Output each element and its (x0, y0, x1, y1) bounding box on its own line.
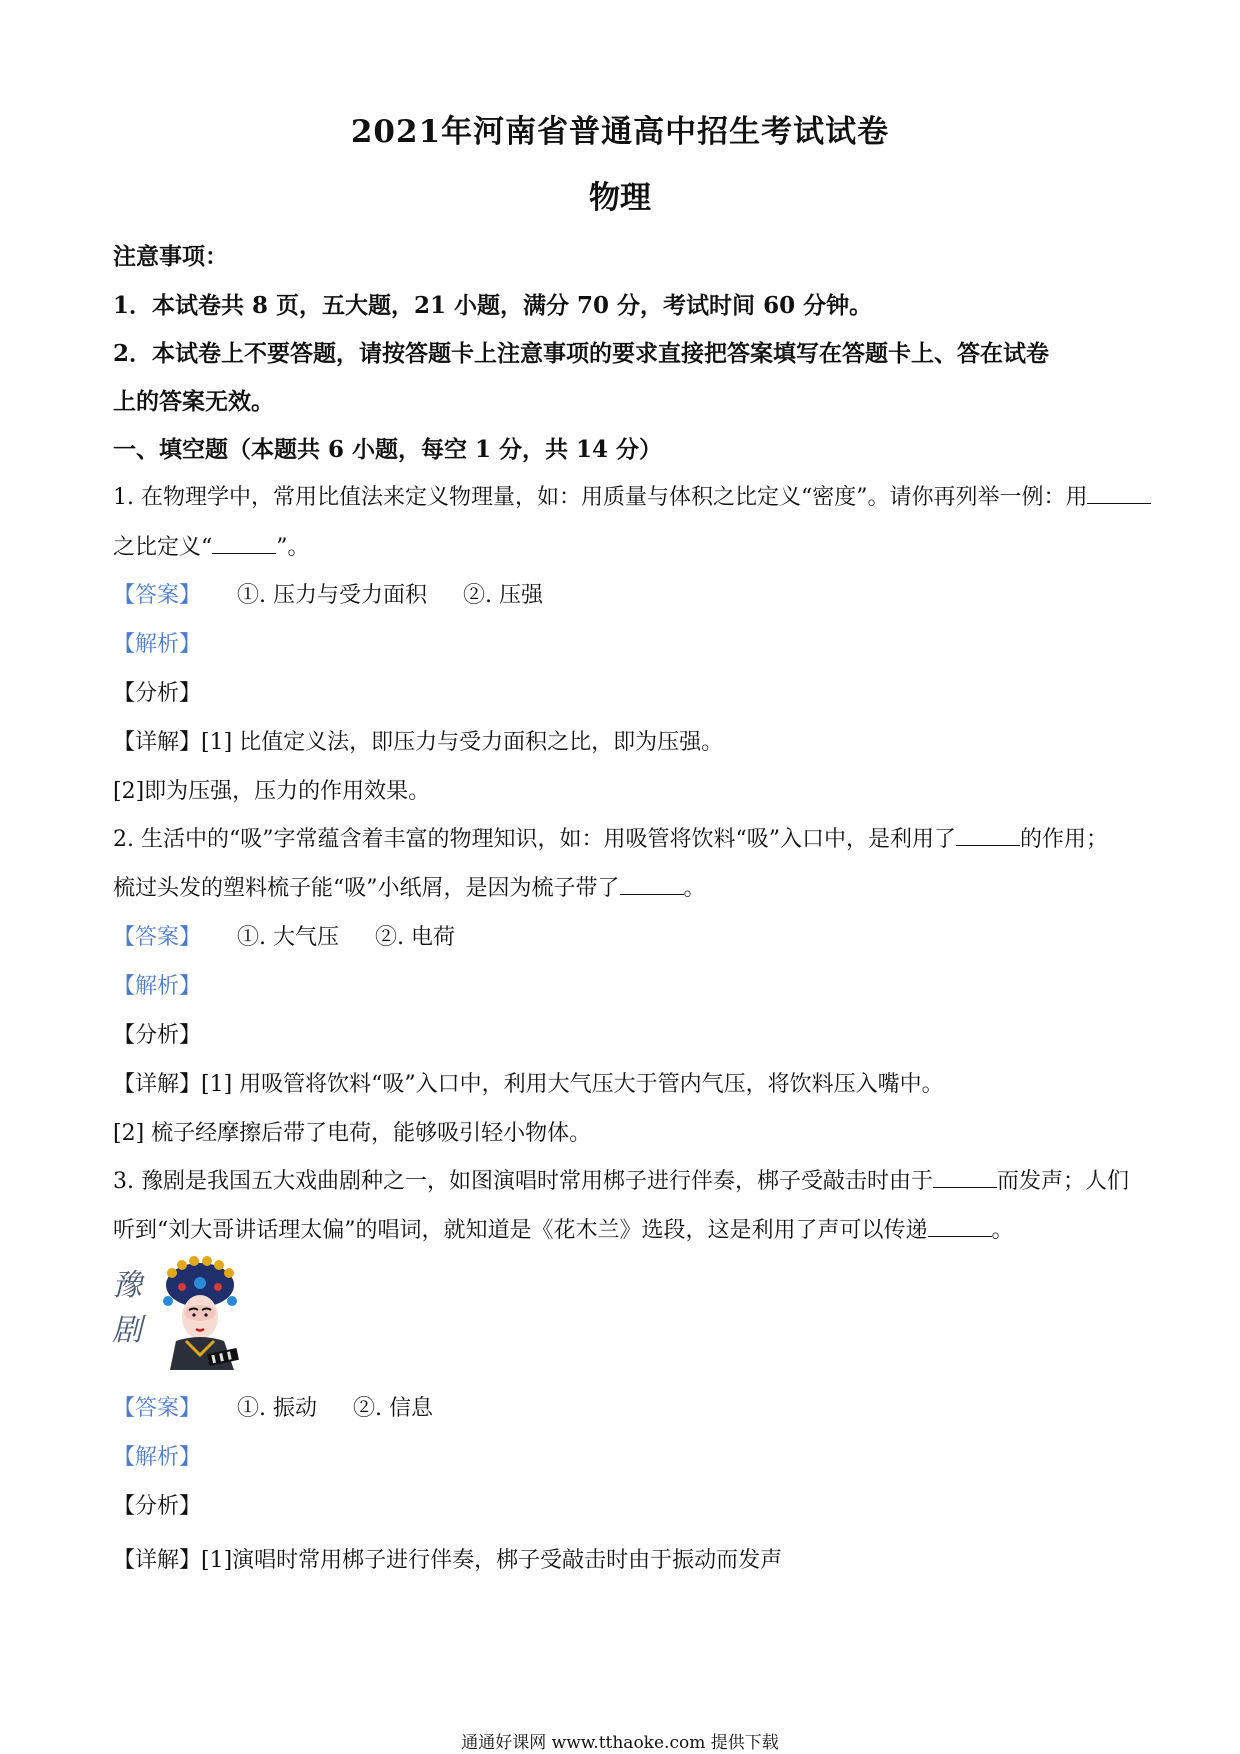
q1-blank-2 (212, 533, 276, 554)
figure-char-ju: 剧 (112, 1313, 142, 1348)
q2-answer-2: ②. 电荷 (375, 925, 456, 950)
q3-stem-line-2 (113, 1213, 1014, 1244)
subject-title: 物理 (589, 180, 651, 216)
q1-answer-2: ②. 压强 (463, 583, 544, 608)
q1-answer-label: 【答案】 (113, 583, 202, 608)
notes-item-1: 1．本试卷共 8 页，五大题，21 小题，满分 70 分，考试时间 60 分钟。 (113, 292, 873, 319)
q2-analysis-label: 【解析】 (113, 974, 202, 999)
q2-stem-text-1b: 的作用； (1019, 827, 1108, 852)
q2-detail-text-1: [1] 用吸管将饮料“吸”入口中，利用大气压大于管内气压，将饮料压入嘴中。 (201, 1072, 944, 1097)
q2-stem-line-1 (113, 822, 1108, 853)
q3-answer (113, 1391, 433, 1422)
q2-fenxi-label: 【分析】 (113, 1023, 202, 1048)
q2-stem-text-1a: 2. 生活中的“吸”字常蕴含着丰富的物理知识，如：用吸管将饮料“吸”入口中，是利用了 (113, 827, 956, 852)
yu-opera-figure (110, 1255, 260, 1370)
q2-answer (113, 920, 455, 951)
notes-item-2-line-1: 2．本试卷上不要答题，请按答题卡上注意事项的要求直接把答案填写在答题卡上、答在试卷 (113, 340, 1050, 367)
q1-answer-1: ①. 压力与受力面积 (237, 583, 428, 608)
q3-blank-1 (933, 1167, 997, 1188)
q3-answer-2: ②. 信息 (353, 1396, 434, 1421)
q1-detail-1 (113, 725, 723, 756)
q1-fenxi-label: 【分析】 (113, 681, 202, 706)
q3-answer-label: 【答案】 (113, 1396, 202, 1421)
q3-blank-2 (928, 1216, 992, 1237)
q2-detail-2: [2] 梳子经摩擦后带了电荷，能够吸引轻小物体。 (113, 1121, 592, 1146)
footer-credit: 通通好课网 www.tthaoke.com 提供下载 (461, 1733, 779, 1753)
q1-detail-text-1: [1] 比值定义法，即压力与受力面积之比，即为压强。 (201, 730, 724, 755)
q2-answer-1: ①. 大气压 (237, 925, 340, 950)
q1-answer (113, 578, 543, 609)
q3-detail-text-1: [1]演唱时常用梆子进行伴奏，梆子受敲击时由于振动而发声 (201, 1548, 783, 1573)
q2-answer-label: 【答案】 (113, 925, 202, 950)
q1-stem-line-2 (113, 530, 310, 561)
q3-stem-text-2a: 听到“刘大哥讲话理太偏”的唱词，就知道是《花木兰》选段，这是利用了声可以传递 (113, 1218, 928, 1243)
q1-detail-2: [2]即为压强，压力的作用效果。 (113, 779, 431, 804)
q1-analysis-label: 【解析】 (113, 632, 202, 657)
q2-detail-label: 【详解】 (113, 1072, 202, 1097)
section-heading: 一、填空题（本题共 6 小题，每空 1 分，共 14 分） (113, 436, 663, 463)
q3-detail-label: 【详解】 (113, 1548, 202, 1573)
q3-analysis-label: 【解析】 (113, 1445, 202, 1470)
opera-face-icon (182, 1295, 218, 1339)
q1-stem-text-2a: 之比定义“ (113, 535, 213, 560)
q2-stem-line-2 (113, 871, 706, 902)
q2-stem-text-2b: 。 (683, 876, 706, 901)
page-title: 2021年河南省普通高中招生考试试卷 (350, 114, 890, 150)
q2-blank-1 (956, 825, 1020, 846)
q2-blank-2 (620, 874, 684, 895)
q2-detail-1 (113, 1067, 944, 1098)
q1-stem-text-2b: ”。 (276, 535, 310, 560)
figure-char-yu: 豫 (112, 1268, 142, 1303)
q3-detail-1 (113, 1543, 782, 1574)
q3-stem-text-1b: 而发声；人们 (997, 1169, 1130, 1194)
q1-stem-line-1 (113, 480, 1151, 511)
opera-costume-icon (170, 1337, 239, 1370)
q2-stem-text-2a: 梳过头发的塑料梳子能“吸”小纸屑，是因为梳子带了 (113, 876, 620, 901)
notes-item-2-line-2: 上的答案无效。 (113, 388, 274, 415)
q3-answer-1: ①. 振动 (237, 1396, 318, 1421)
q3-stem-text-1a: 3. 豫剧是我国五大戏曲剧种之一，如图演唱时常用梆子进行伴奏，梆子受敲击时由于 (113, 1169, 933, 1194)
q3-fenxi-label: 【分析】 (113, 1494, 202, 1519)
q3-stem-text-2b: 。 (991, 1218, 1014, 1243)
q1-detail-label: 【详解】 (113, 730, 202, 755)
q3-stem-line-1 (113, 1164, 1129, 1195)
notes-heading: 注意事项： (113, 243, 228, 270)
q1-stem-text-1: 1. 在物理学中，常用比值法来定义物理量，如：用质量与体积之比定义“密度”。请你再列举一例：用 (113, 485, 1088, 510)
q1-blank-1 (1087, 483, 1151, 504)
